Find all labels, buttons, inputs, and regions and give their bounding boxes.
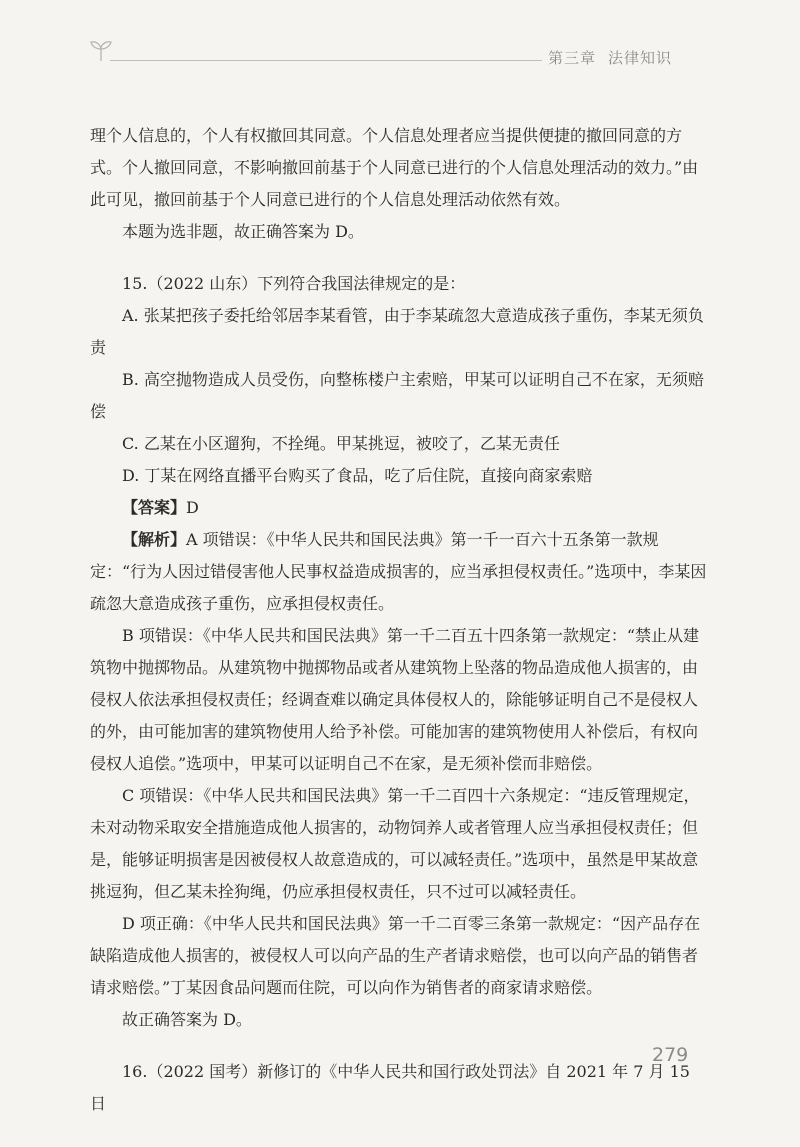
header-divider xyxy=(110,60,542,61)
question-15-answer xyxy=(90,492,710,524)
answer-value: D xyxy=(186,498,199,517)
question-15-stem: 15.（2022 山东）下列符合我国法律规定的是： xyxy=(122,274,466,293)
chapter-number: 第三章 xyxy=(548,49,597,67)
analysis-label: 【解析】 xyxy=(122,530,187,549)
answer-label: 【答案】 xyxy=(122,498,187,517)
page-content xyxy=(90,120,710,1120)
continued-paragraph: 理个人信息的，个人有权撤回其同意。个人信息处理者应当提供便捷的撤回同意的方式。个人撤回同意，不影响撤回前基于个人同意已进行的个人信息处理活动的效力。”由此可见，撤回前基于个人同意已进行的个人信息处理活动依然有效。 xyxy=(90,126,699,209)
answer-conclusion-14: 本题为选非题，故正确答案为 D。 xyxy=(122,222,364,241)
chapter-section: 法律知识 xyxy=(608,49,673,67)
question-15-analysis-d: D 项正确：《中华人民共和国民法典》第一千二百零三条第一款规定：“因产品存在缺陷造成他人损害的，被侵权人可以向产品的生产者请求赔偿，也可以向产品的销售者请求赔偿。”丁某因食品问题而住院，可以向作为销售者的商家请求赔偿。 xyxy=(90,914,701,997)
question-15-analysis-c: C 项错误：《中华人民共和国民法典》第一千二百四十六条规定：“违反管理规定，未对动物采取安全措施造成他人损害的，动物饲养人或者管理人应当承担侵权责任；但是，能够证明损害是因被侵权人故意造成的，可以减轻责任。”选项中，虽然是甲某故意挑逗狗，但乙某未拴狗绳，仍应承担侵权责任，只不过可以减轻责任。 xyxy=(90,786,700,901)
sprout-icon xyxy=(88,38,114,62)
question-15-option-a: A. 张某把孩子委托给邻居李某看管，由于李某疏忽大意造成孩子重伤，李某无须负责 xyxy=(90,306,704,357)
answer-conclusion-15: 故正确答案为 D。 xyxy=(122,1010,252,1029)
question-15-option-b: B. 高空抛物造成人员受伤，向整栋楼户主索赔，甲某可以证明自己不在家，无须赔偿 xyxy=(90,370,704,421)
question-15-analysis-b: B 项错误：《中华人民共和国民法典》第一千二百五十四条第一款规定：“禁止从建筑物中抛掷物品。从建筑物中抛掷物品或者从建筑物上坠落的物品造成他人损害的，由侵权人依法承担侵权责任；经调查难以确定具体侵权人的，除能够证明自己不是侵权人的外，由可能加害的建筑物使用人给予补偿。可能加害的建筑物使用人补偿后，有权向侵权人追偿。”选项中，甲某可以证明自己不在家，是无须补偿而非赔偿。 xyxy=(90,626,700,773)
chapter-title xyxy=(548,47,672,68)
question-15-option-c: C. 乙某在小区遛狗，不拴绳。甲某挑逗，被咬了，乙某无责任 xyxy=(122,434,560,453)
page-number: 279 xyxy=(652,1044,689,1066)
page-header xyxy=(0,0,800,80)
analysis-a-text: A 项错误：《中华人民共和国民法典》第一千一百六十五条第一款规定：“行为人因过错侵害他人民事权益造成损害的，应当承担侵权责任。”选项中，李某因疏忽大意造成孩子重伤，应承担侵权责任。 xyxy=(90,530,707,613)
question-16-stem: 16.（2022 国考）新修订的《中华人民共和国行政处罚法》自 2021 年 7 月 15 日 xyxy=(90,1062,690,1113)
question-15-analysis-a xyxy=(90,524,710,620)
question-15-option-d: D. 丁某在网络直播平台购买了食品，吃了后住院，直接向商家索赔 xyxy=(122,466,593,485)
